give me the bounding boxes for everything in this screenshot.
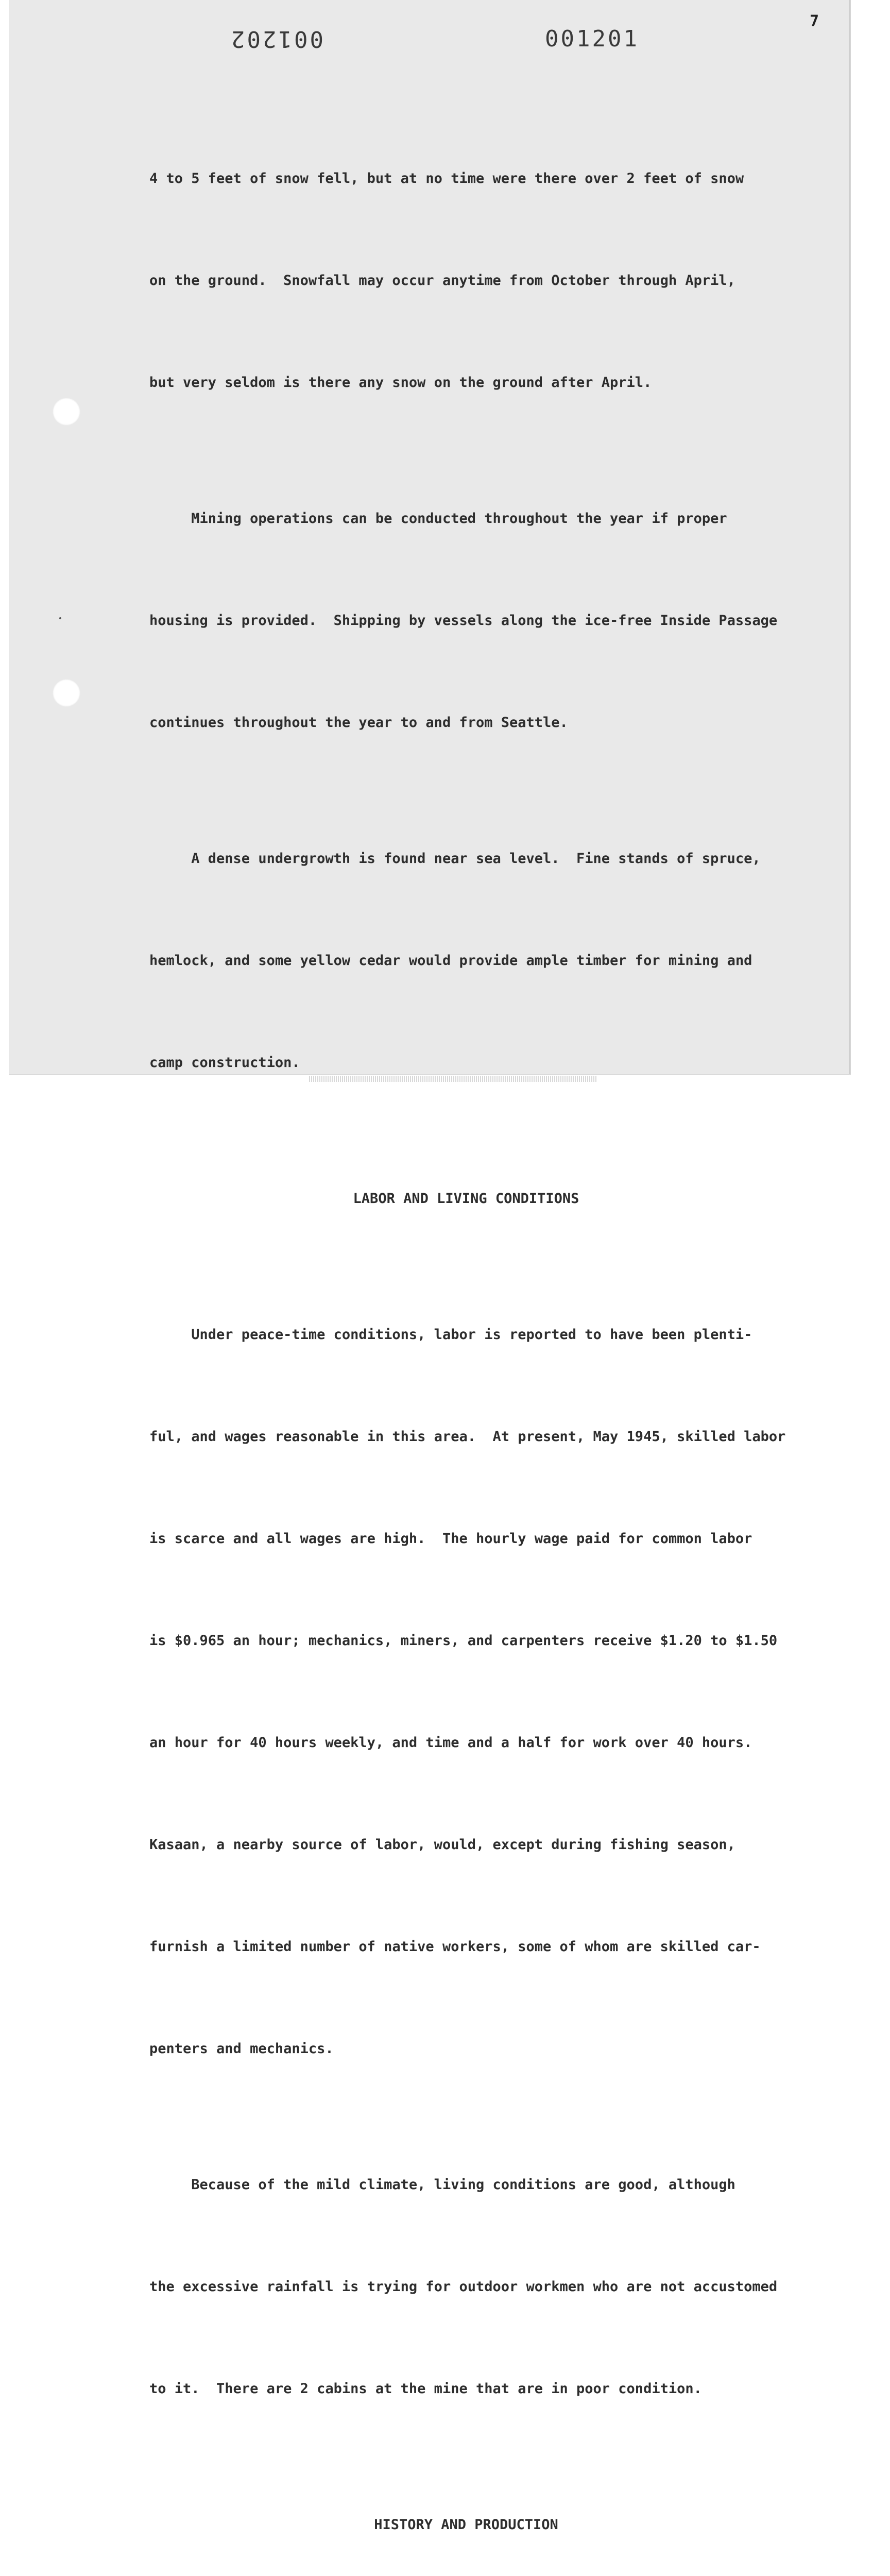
text-line: is $0.965 an hour; mechanics, miners, and carpenters receive $1.20 to $1.50 <box>149 1633 778 1649</box>
section-heading-history: HISTORY AND PRODUCTION <box>374 2517 558 2533</box>
text-line: penters and mechanics. <box>149 2041 334 2057</box>
text-line: hemlock, and some yellow cedar would provide ample timber for mining and <box>149 953 752 969</box>
punch-hole <box>53 398 80 426</box>
text-line: Because of the mild climate, living conditions are good, although <box>149 2177 735 2193</box>
text-line: the excessive rainfall is trying for outdoor workmen who are not accustomed <box>149 2279 778 2295</box>
text-line: camp construction. <box>149 1055 300 1071</box>
text-line: housing is provided. Shipping by vessels along the ice-free Inside Passage <box>149 613 778 629</box>
text-line: 4 to 5 feet of snow fell, but at no time were there over 2 feet of snow <box>149 171 744 187</box>
scan-edge-artifact <box>309 1076 597 1082</box>
document-stamp-inverted: 001202 <box>229 26 323 52</box>
text-line: an hour for 40 hours weekly, and time and a half for work over 40 hours. <box>149 1735 752 1751</box>
scan-speck <box>59 617 61 619</box>
text-line: to it. There are 2 cabins at the mine that are in poor condition. <box>149 2381 702 2397</box>
text-line: furnish a limited number of native workers, some of whom are skilled car- <box>149 1939 761 1955</box>
text-line: Under peace-time conditions, labor is reported to have been plenti- <box>149 1327 752 1343</box>
punch-hole <box>53 679 80 707</box>
text-line: Mining operations can be conducted throughout the year if proper <box>149 511 727 527</box>
text-line: A dense undergrowth is found near sea level. Fine stands of spruce, <box>149 851 761 867</box>
section-heading-labor: LABOR AND LIVING CONDITIONS <box>353 1191 579 1207</box>
text-line: is scarce and all wages are high. The hourly wage paid for common labor <box>149 1531 752 1547</box>
text-line: Kasaan, a nearby source of labor, would, except during fishing season, <box>149 1837 735 1853</box>
text-line: on the ground. Snowfall may occur anytime from October through April, <box>149 273 735 289</box>
document-stamp: 001201 <box>545 26 639 52</box>
text-line: ful, and wages reasonable in this area. At present, May 1945, skilled labor <box>149 1429 786 1445</box>
text-line: but very seldom is there any snow on the ground after April. <box>149 375 652 391</box>
text-line: continues throughout the year to and from Seattle. <box>149 715 568 731</box>
body-text <box>149 94 824 2576</box>
page-number: 7 <box>810 12 819 30</box>
